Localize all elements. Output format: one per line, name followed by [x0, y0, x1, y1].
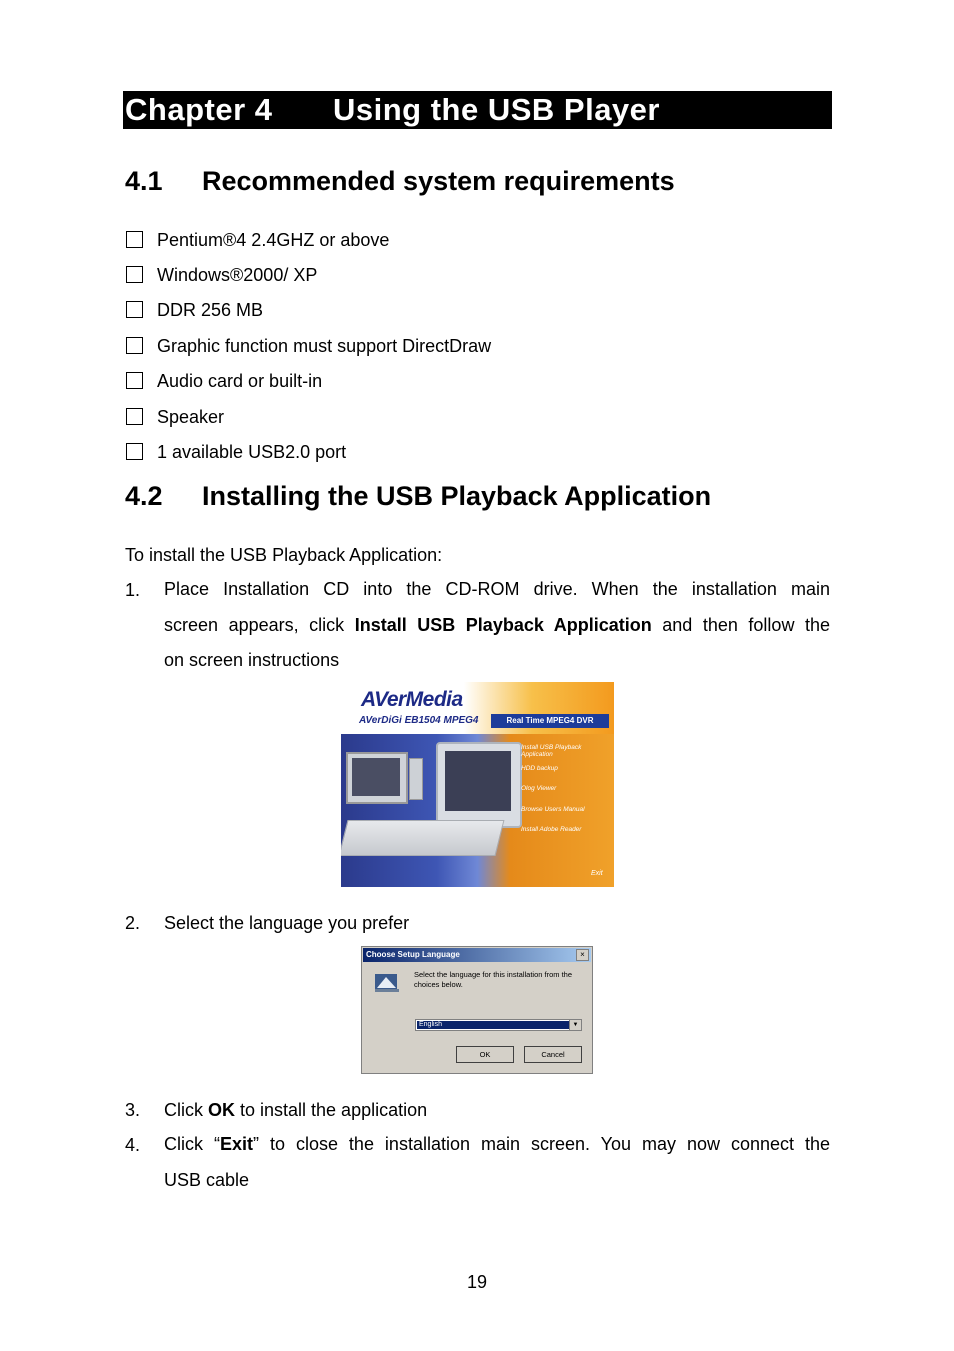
intro-text: To install the USB Playback Application:: [125, 545, 443, 565]
step-number: 1.: [125, 580, 141, 600]
installer-splash-screenshot: [341, 682, 614, 887]
step-text: screen appears, click: [164, 614, 355, 635]
menu-item: Browse Users Manual: [521, 805, 585, 813]
section-title: Installing the USB Playback Application: [202, 481, 712, 511]
dialog-title: Choose Setup Language: [363, 948, 591, 962]
checkbox-icon: [126, 231, 143, 248]
setup-icon: [374, 971, 400, 993]
chapter-title: Using the USB Player: [333, 92, 660, 127]
chapter-title-bar: [123, 91, 832, 129]
step-text: Place Installation CD into the CD-ROM drive. When the installation main: [164, 579, 830, 600]
menu-item: Olog Viewer: [521, 785, 557, 792]
requirement-label: Audio card or built-in: [157, 371, 323, 391]
section-number: 4.1: [125, 166, 163, 196]
installer-menu: [521, 744, 613, 847]
speaker-image: [409, 758, 423, 800]
step-number: 4.: [125, 1135, 141, 1155]
ok-button: OK: [456, 1046, 514, 1063]
checkbox-icon: [126, 372, 143, 389]
dialog-message: Select the language for this installation from the choices below.: [414, 970, 573, 989]
product-badge: Real Time MPEG4 DVR: [491, 714, 609, 728]
requirement-label: Pentium®4 2.4GHZ or above: [157, 230, 390, 250]
section-number: 4.2: [125, 481, 163, 511]
requirement-label: Speaker: [157, 407, 225, 427]
step-text: Select the language you prefer: [164, 913, 410, 933]
step-text: on screen instructions: [164, 650, 340, 671]
language-dialog-screenshot: [361, 946, 593, 1074]
chevron-down-icon: ▼: [569, 1020, 581, 1030]
checkbox-icon: [126, 266, 143, 283]
menu-item: Install Adobe Reader: [521, 826, 582, 833]
tv-image: [346, 752, 408, 804]
step-text: Click: [164, 1100, 208, 1120]
requirement-label: DDR 256 MB: [157, 300, 264, 320]
step-emphasis: Exit: [219, 1134, 253, 1155]
language-select: [415, 1019, 582, 1031]
checkbox-icon: [126, 408, 143, 425]
step-text: Click “: [164, 1134, 220, 1155]
exit-label: Exit: [591, 870, 603, 877]
checkbox-icon: [126, 301, 143, 318]
checkbox-icon: [126, 443, 143, 460]
step-emphasis: Install USB Playback Application: [354, 614, 652, 635]
page-number: 19: [466, 1272, 488, 1292]
requirement-label: Windows®2000/ XP: [157, 265, 318, 285]
brand-logo: AVerMedia: [361, 688, 463, 711]
step-emphasis: OK: [208, 1100, 235, 1120]
step-text: USB cable: [164, 1169, 250, 1190]
section-title: Recommended system requirements: [202, 166, 675, 196]
step-number: 3.: [125, 1100, 141, 1120]
close-icon: ×: [576, 949, 589, 961]
step-text: ” to close the installation main screen. You may now connect the: [252, 1134, 830, 1155]
checkbox-icon: [126, 337, 143, 354]
cancel-button: Cancel: [524, 1046, 582, 1063]
selected-language: English: [417, 1021, 569, 1029]
requirement-label: 1 available USB2.0 port: [157, 442, 347, 462]
monitor-image: [436, 742, 522, 828]
chapter-number: Chapter 4: [125, 92, 273, 127]
step-text: to install the application: [235, 1100, 428, 1120]
step-text: and then follow the: [651, 614, 831, 635]
dvr-device-image: [341, 820, 504, 856]
step-number: 2.: [125, 913, 141, 933]
menu-item: HDD backup: [521, 764, 558, 772]
product-name: AVerDiGi EB1504 MPEG4: [359, 715, 479, 726]
menu-item: Install USB Playback Application: [521, 744, 582, 758]
requirement-label: Graphic function must support DirectDraw: [157, 336, 492, 356]
